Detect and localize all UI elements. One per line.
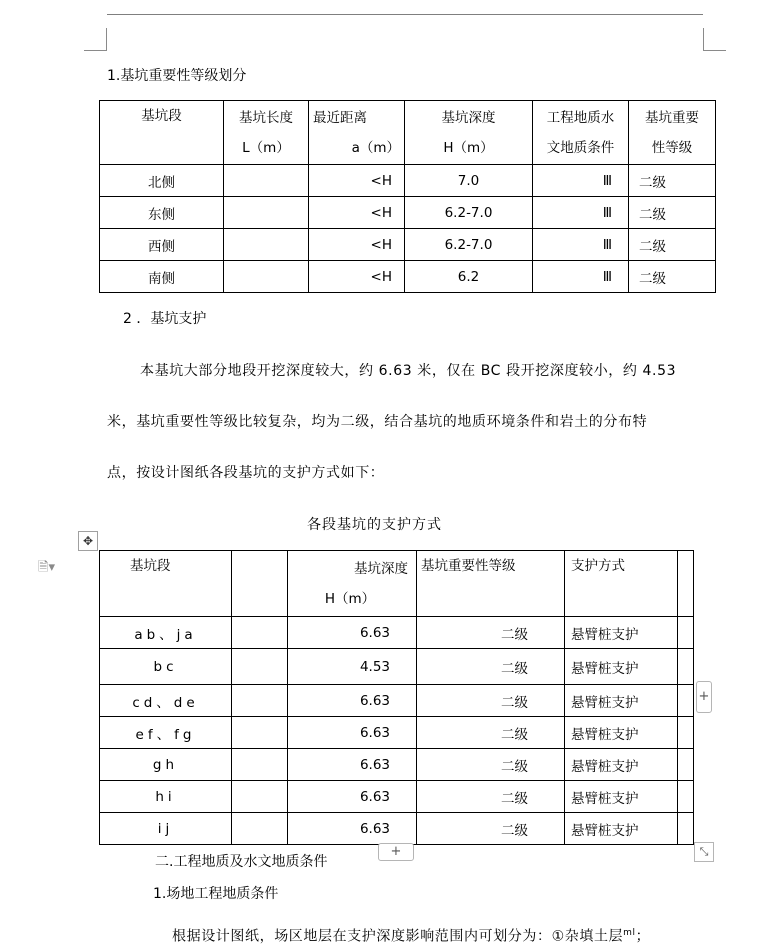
superscript: ml [623, 928, 636, 938]
table-cell: 6.63 [288, 717, 417, 749]
table-row [100, 617, 694, 649]
page-top-rule [107, 14, 703, 15]
table-cell: gh [100, 749, 232, 781]
table-row [100, 261, 716, 293]
header-cell: 基坑段 [100, 101, 224, 165]
header-cell: 基坑重要 性等级 [629, 101, 716, 165]
table-cell: 悬臂桩支护 [565, 781, 678, 813]
table-row [100, 165, 716, 197]
table-cell: hi [100, 781, 232, 813]
table-cell: <H [309, 197, 405, 229]
table-row [100, 717, 694, 749]
header-cell: 工程地质水 文地质条件 [533, 101, 629, 165]
table-row [100, 813, 694, 845]
table-cell [232, 749, 288, 781]
table-cell: 二级 [417, 685, 565, 717]
table-cell [678, 617, 694, 649]
section3-subheading: 1.场地工程地质条件 [153, 886, 279, 902]
table-cell: 6.63 [288, 685, 417, 717]
header-cell [232, 551, 288, 617]
table-cell: ef、fg [100, 717, 232, 749]
header-cell: 基坑深度 H（m） [405, 101, 533, 165]
table-cell: 6.2-7.0 [405, 229, 533, 261]
table-cell: 6.63 [288, 749, 417, 781]
table-cell [678, 717, 694, 749]
header-cell: 支护方式 [565, 551, 678, 617]
table-cell: 6.63 [288, 813, 417, 845]
header-cell: 最近距离 a（m） [309, 101, 405, 165]
table-cell: ij [100, 813, 232, 845]
table-cell: <H [309, 261, 405, 293]
header-cell: 基坑段 [100, 551, 232, 617]
table-cell: Ⅲ [533, 229, 629, 261]
paragraph-text: ； [635, 928, 651, 945]
importance-table [99, 100, 716, 293]
table-cell: 西侧 [100, 229, 224, 261]
header-cell [678, 551, 694, 617]
table-cell: 悬臂桩支护 [565, 717, 678, 749]
table-cell [232, 781, 288, 813]
table-row [100, 685, 694, 717]
table-header-row [100, 551, 694, 617]
table-cell: Ⅲ [533, 165, 629, 197]
paragraph-line: 点，按设计图纸各段基坑的支护方式如下： [107, 465, 385, 481]
table-cell: 二级 [417, 649, 565, 685]
table-cell: 东侧 [100, 197, 224, 229]
table-cell: Ⅲ [533, 197, 629, 229]
table-cell: 二级 [417, 617, 565, 649]
table-cell: 悬臂桩支护 [565, 749, 678, 781]
table-cell [224, 261, 309, 293]
table-cell [232, 685, 288, 717]
table-cell: 悬臂桩支护 [565, 685, 678, 717]
table-row [100, 749, 694, 781]
table-cell: cd、de [100, 685, 232, 717]
table-cell: 悬臂桩支护 [565, 813, 678, 845]
table-row [100, 197, 716, 229]
table-cell: 二级 [629, 197, 716, 229]
table-cell [224, 165, 309, 197]
table-cell: 二级 [629, 165, 716, 197]
table-cell [224, 197, 309, 229]
table-cell: 6.2-7.0 [405, 197, 533, 229]
section3-heading: 二.工程地质及水文地质条件 [155, 854, 328, 870]
table-cell [232, 617, 288, 649]
table-cell: 悬臂桩支护 [565, 649, 678, 685]
table-resize-icon[interactable]: ⤡ [694, 842, 714, 862]
header-cell: 基坑长度 L（m） [224, 101, 309, 165]
table-caption: 各段基坑的支护方式 [307, 517, 442, 533]
page-corner-mark-left [84, 28, 107, 51]
document-icon[interactable]: 🗎▾ [38, 560, 55, 575]
paragraph-text: 根据设计图纸，场区地层在支护深度影响范围内可划分为：①杂填土层 [172, 928, 624, 945]
table-cell: bc [100, 649, 232, 685]
table-header-row [100, 101, 716, 165]
table-cell: 二级 [417, 781, 565, 813]
table-cell: <H [309, 229, 405, 261]
table-cell [224, 229, 309, 261]
table-row [100, 781, 694, 813]
table-cell [232, 649, 288, 685]
table-cell: 6.63 [288, 781, 417, 813]
table-cell [678, 813, 694, 845]
table-row [100, 649, 694, 685]
table-cell [678, 749, 694, 781]
table-cell: 二级 [629, 229, 716, 261]
table-cell: 悬臂桩支护 [565, 617, 678, 649]
paragraph-line: 本基坑大部分地段开挖深度较大，约 6.63 米，仅在 BC 段开挖深度较小，约 4.53 [140, 363, 677, 379]
table-cell: 北侧 [100, 165, 224, 197]
table-cell: 6.2 [405, 261, 533, 293]
header-cell: 基坑深度 H（m） [288, 551, 417, 617]
section2-heading: 2 ．基坑支护 [123, 311, 207, 327]
table-cell: 二级 [417, 749, 565, 781]
add-column-plus-icon[interactable]: + [696, 681, 712, 713]
table-cell [678, 685, 694, 717]
header-cell: 基坑重要性等级 [417, 551, 565, 617]
page-corner-mark-right [703, 28, 726, 51]
table-cell: 4.53 [288, 649, 417, 685]
table-cell: 二级 [629, 261, 716, 293]
paragraph-line: 米，基坑重要性等级比较复杂，均为二级，结合基坑的地质环境条件和岩土的分布特 [107, 414, 648, 430]
table-cell: Ⅲ [533, 261, 629, 293]
table-cell: <H [309, 165, 405, 197]
add-row-plus-icon[interactable]: + [378, 843, 414, 861]
section1-heading: 1.基坑重要性等级划分 [107, 68, 247, 84]
table-row [100, 229, 716, 261]
table-cell: ab、ja [100, 617, 232, 649]
table-cell [678, 781, 694, 813]
table-cell [232, 813, 288, 845]
table-cell: 6.63 [288, 617, 417, 649]
table-cell [678, 649, 694, 685]
table-cell: 南侧 [100, 261, 224, 293]
table-cell [232, 717, 288, 749]
table-cell: 二级 [417, 813, 565, 845]
table-cell: 7.0 [405, 165, 533, 197]
table-move-handle-icon[interactable]: ✥ [78, 531, 98, 551]
paragraph-line [172, 924, 650, 946]
table-cell: 二级 [417, 717, 565, 749]
support-table [99, 550, 694, 845]
